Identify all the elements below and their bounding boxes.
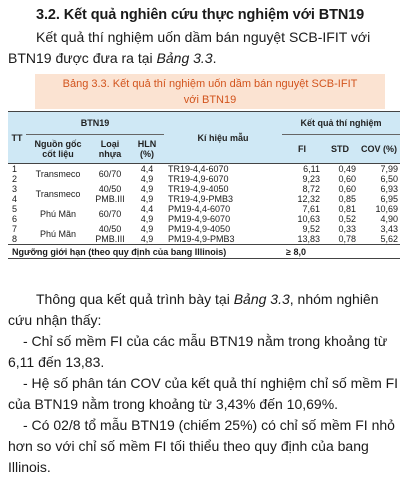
table-row: 6 4,9 PM19-4,9-6070 10,63 0,52 4,90 [12,214,399,224]
binder-4050: 40/50 [98,224,122,234]
binder-pmb: PMB.III [95,234,125,244]
finding-1: - Chỉ số mềm FI của các mẫu BTN19 nằm trong khoảng từ 6,11 đến 13,83. [8,333,388,370]
header-group-btn19: BTN19 [26,112,164,135]
table-row: 2 4,9 TR19-4,9-6070 9,23 0,60 6,50 [12,174,399,184]
section-heading: 3.2. Kết quả nghiên cứu thực nghiệm với BTN19 [36,7,365,23]
header-tt: TT [8,112,26,164]
caption-line-1: Bảng 3.3. Kết quả thí nghiệm uốn dầm bán nguyệt SCB-IFIT [62,78,358,90]
header-cov: COV (%) [358,135,400,164]
header-source: Nguồn gốc cốt liệu [26,135,90,164]
caption-line-2: với BTN19 [183,94,237,106]
binder-6070: 60/70 [98,169,122,179]
limit-row [8,245,400,259]
source-phuman: Phú Mãn [39,229,77,239]
header-binder: Loại nhựa [90,135,130,164]
binder-pmb: PMB.III [95,194,125,204]
header-std: STD [322,135,358,164]
header-hln: HLN (%) [130,135,164,164]
table-caption [35,74,385,109]
table-reference: Bảng 3.3 [233,291,290,307]
intro-paragraph: Kết quả thí nghiệm uốn dầm bán nguyệt SCB-IFIT với BTN19 được đưa ra tại Bảng 3.3. [8,29,371,66]
binder-6070: 60/70 [98,209,122,219]
limit-value: ≥ 8,0 [282,245,400,259]
binder-4050: 40/50 [98,184,122,194]
finding-3: - Có 02/8 tổ mẫu BTN19 (chiếm 25%) có chỉ số mềm FI nhỏ hơn so với chỉ số mềm FI tối thiểu theo quy định của bang Illinois. [8,417,395,475]
table-row: 4 PMB.III 4,9 TR19-4,9-PMB3 12,32 0,85 6,95 [12,194,399,204]
header-fi: FI [282,135,322,164]
header-sample: Kí hiệu mẫu [164,112,282,164]
table-row: 5 Phú Mãn 60/70 4,4 PM19-4,4-6070 7,61 0,81 10,69 [8,204,400,214]
header-group-results: Kết quả thí nghiệm [282,112,400,135]
results-table [8,111,400,259]
limit-label: Ngưỡng giới hạn (theo quy định của bang Illinois) [8,245,282,259]
table-reference: Bảng 3.3 [156,50,213,66]
findings-intro: Thông qua kết quả trình bày tại Bảng 3.3, nhóm nghiên cứu nhận thấy: [8,291,379,328]
source-transmeco: Transmeco [35,169,81,179]
finding-2: - Hệ số phân tán COV của kết quả thí nghiệm chỉ số mềm FI của BTN19 nằm trong khoảng từ 3,43% đến 10,69%. [8,375,399,412]
source-transmeco: Transmeco [35,189,81,199]
table-row: 1 Transmeco 60/70 4,4 TR19-4,4-6070 6,11 0,49 7,99 [8,164,400,175]
table-row: 7 Phú Mãn 40/50 4,9 PM19-4,9-4050 9,52 0,33 3,43 [8,224,400,234]
table-row: 3 Transmeco 40/50 4,9 TR19-4,9-4050 8,72 0,60 6,93 [8,184,400,194]
source-phuman: Phú Mãn [39,209,77,219]
table-row: 8 PMB.III 4,9 PM19-4,9-PMB3 13,83 0,78 5,62 [12,234,399,244]
